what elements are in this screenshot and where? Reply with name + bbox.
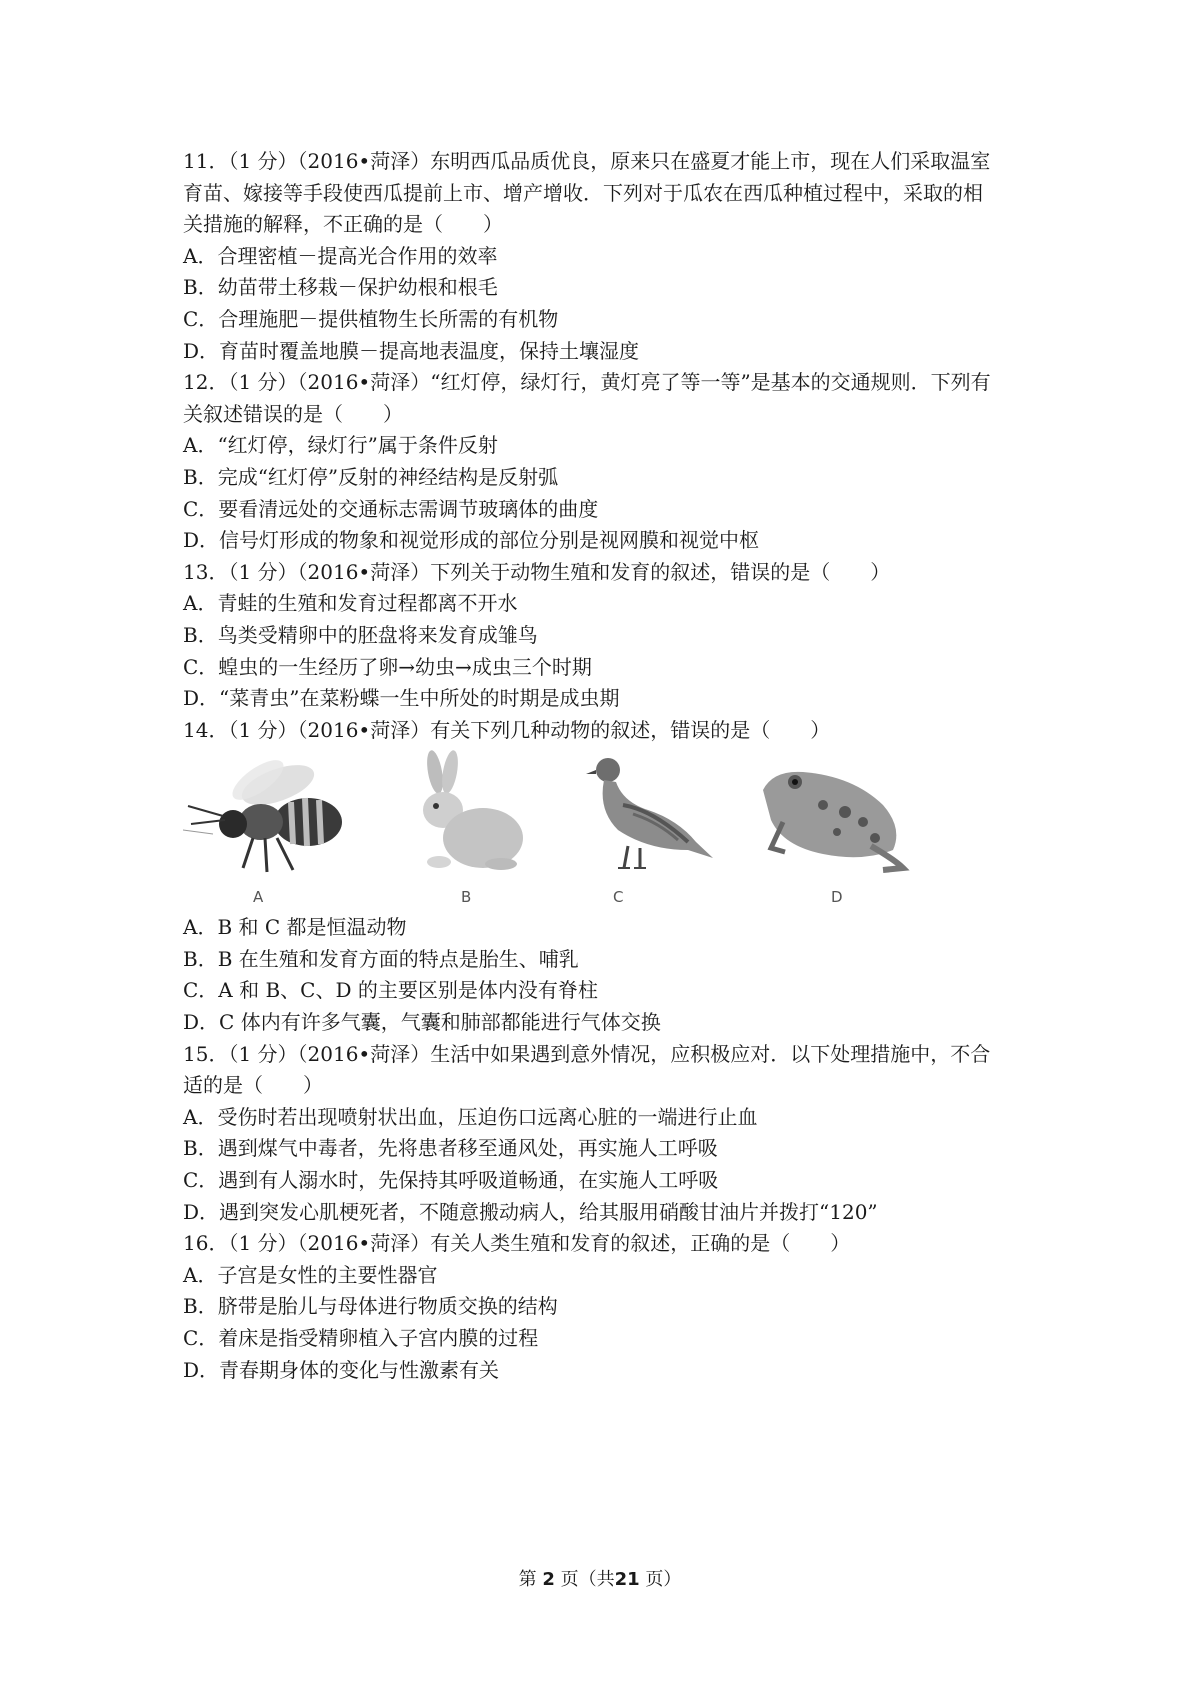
option-d: D．遇到突发心肌梗死者，不随意搬动病人，给其服用硝酸甘油片并拨打“120” <box>183 1199 878 1224</box>
option-d: D．“菜青虫”在菜粉蝶一生中所处的时期是成虫期 <box>183 686 620 711</box>
option-b: B．脐带是胎儿与母体进行物质交换的结构 <box>183 1294 558 1319</box>
option-a: A．合理密植－提高光合作用的效率 <box>183 243 498 268</box>
question-stem-line: 关措施的解释，不正确的是（ ） <box>183 212 503 237</box>
option-c: C．要看清远处的交通标志需调节玻璃体的曲度 <box>183 496 599 521</box>
page-footer <box>0 1565 1200 1591</box>
total-pages: 21 <box>614 1569 640 1590</box>
footer-prefix: 第 <box>518 1569 537 1590</box>
question-stem-line: 适的是（ ） <box>183 1073 323 1098</box>
footer-suffix: 页） <box>645 1569 682 1590</box>
animal-figure <box>183 750 1043 910</box>
option-a: A．青蛙的生殖和发育过程都离不开水 <box>183 591 518 616</box>
rabbit-image <box>403 750 533 907</box>
option-c: C．A 和 B、C、D 的主要区别是体内没有脊柱 <box>183 978 598 1003</box>
figure-label-b: B <box>461 888 472 907</box>
question-stem-line: 14．（1 分）（2016•菏泽）有关下列几种动物的叙述，错误的是（ ） <box>183 717 831 742</box>
question-stem-line: 11．（1 分）（2016•菏泽）东明西瓜品质优良，原来只在盛夏才能上市，现在人们采取温室 <box>183 149 991 173</box>
rabbit-icon <box>403 750 533 880</box>
option-b: B．幼苗带土移栽－保护幼根和根毛 <box>183 275 498 300</box>
question-14 <box>183 715 1043 1039</box>
question-11 <box>183 146 1043 367</box>
option-b: B．遇到煤气中毒者，先将患者移至通风处，再实施人工呼吸 <box>183 1136 718 1161</box>
option-b: B．B 在生殖和发育方面的特点是胎生、哺乳 <box>183 946 579 971</box>
page-number: 2 <box>542 1569 555 1590</box>
option-d: D．C 体内有许多气囊，气囊和肺部都能进行气体交换 <box>183 1010 661 1035</box>
question-stem-line: 关叙述错误的是（ ） <box>183 401 403 426</box>
question-stem-line: 12．（1 分）（2016•菏泽）“红灯停，绿灯行，黄灯亮了等一等”是基本的交通规则．下列有 <box>183 370 991 395</box>
question-stem-line: 13．（1 分）（2016•菏泽）下列关于动物生殖和发育的叙述，错误的是（ ） <box>183 559 891 584</box>
option-a: A．受伤时若出现喷射状出血，压迫伤口远离心脏的一端进行止血 <box>183 1104 758 1129</box>
option-d: D．育苗时覆盖地膜－提高地表温度，保持土壤湿度 <box>183 338 640 363</box>
option-c: C．合理施肥－提供植物生长所需的有机物 <box>183 306 559 331</box>
question-stem-line: 育苗、嫁接等手段使西瓜提前上市、增产增收．下列对于瓜农在西瓜种植过程中，采取的相 <box>183 180 983 205</box>
option-b: B．鸟类受精卵中的胚盘将来发育成雏鸟 <box>183 622 538 647</box>
option-b: B．完成“红灯停”反射的神经结构是反射弧 <box>183 464 559 489</box>
question-stem-line: 15．（1 分）（2016•菏泽）生活中如果遇到意外情况，应积极应对．以下处理措施中，不合 <box>183 1041 991 1066</box>
option-a: A．B 和 C 都是恒温动物 <box>183 915 407 940</box>
option-c: C．蝗虫的一生经历了卵→幼虫→成虫三个时期 <box>183 654 592 679</box>
question-15 <box>183 1039 1043 1229</box>
option-c: C．遇到有人溺水时，先保持其呼吸道畅通，在实施人工呼吸 <box>183 1168 719 1193</box>
option-a: A．“红灯停，绿灯行”属于条件反射 <box>183 433 498 458</box>
question-content <box>183 146 1043 1386</box>
pigeon-image <box>578 750 718 907</box>
question-stem-line: 16．（1 分）（2016•菏泽）有关人类生殖和发育的叙述，正确的是（ ） <box>183 1231 851 1256</box>
question-13 <box>183 557 1043 715</box>
option-d: D．青春期身体的变化与性激素有关 <box>183 1357 500 1382</box>
footer-middle: 页（共 <box>560 1569 615 1590</box>
question-12 <box>183 367 1043 557</box>
pigeon-icon <box>578 750 718 880</box>
figure-label-d: D <box>831 888 843 907</box>
frog-icon <box>753 750 913 880</box>
question-16 <box>183 1228 1043 1386</box>
figure-label-a: A <box>253 888 264 907</box>
figure-label-c: C <box>613 888 624 907</box>
option-c: C．着床是指受精卵植入子宫内膜的过程 <box>183 1326 539 1350</box>
frog-image <box>753 750 913 907</box>
bee-image <box>183 750 353 907</box>
option-d: D．信号灯形成的物象和视觉形成的部位分别是视网膜和视觉中枢 <box>183 528 760 553</box>
bee-icon <box>183 750 353 880</box>
option-a: A．子宫是女性的主要性器官 <box>183 1262 438 1287</box>
